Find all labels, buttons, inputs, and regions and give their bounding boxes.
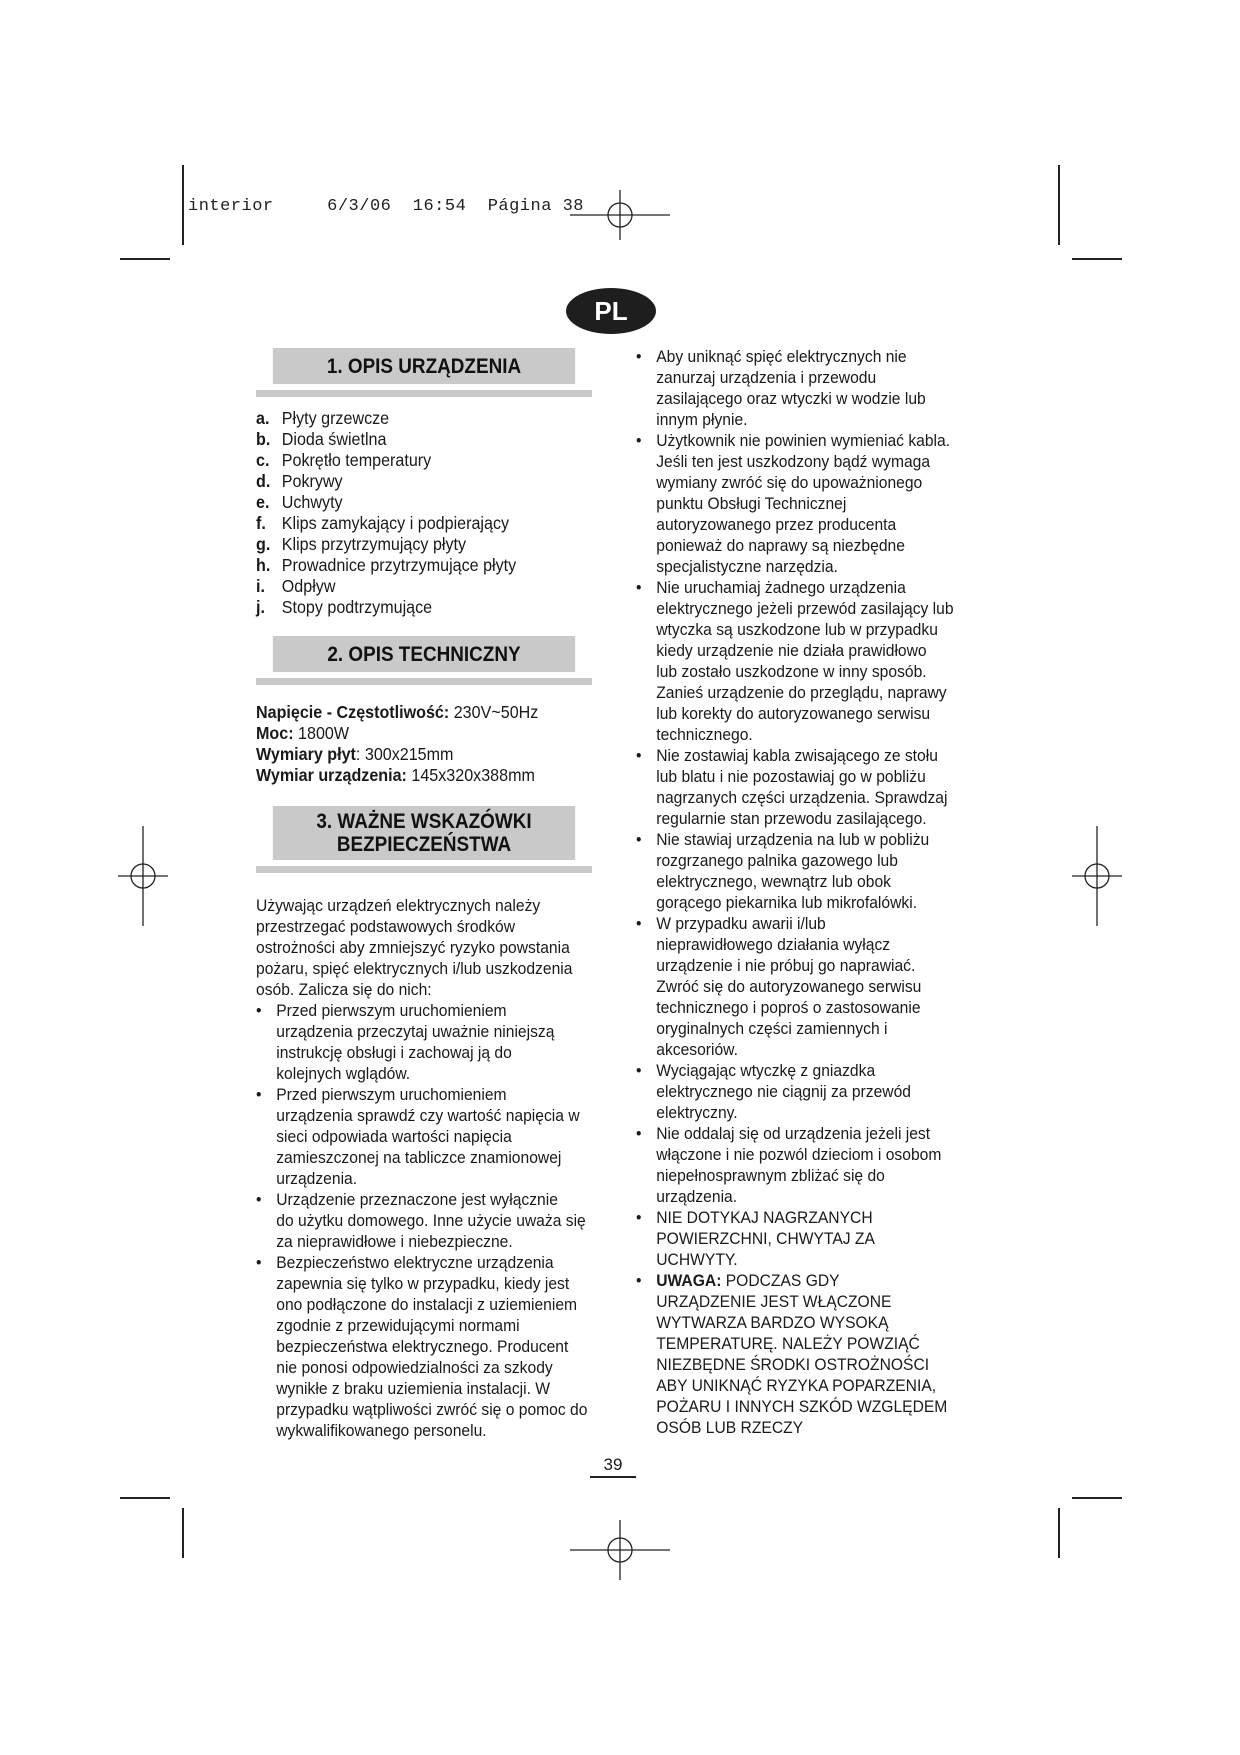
spec-power [256, 723, 606, 744]
slug-date: 6/3/06 [327, 197, 392, 216]
bullet-icon: • [636, 746, 642, 765]
warning-label: UWAGA: [656, 1271, 722, 1290]
warning-text: PODCZAS GDY URZĄDZENIE JEST WŁĄCZONE WYTWARZA BARDZO WYSOKĄ TEMPERATURĘ. NALEŻY POWZIĄĆ NIEZBĘDNE ŚRODKI OSTROŻNOŚCI ABY UNIKNĄĆ RYZYKA POPARZENIA, POŻARU I INNYCH SZKÓD WZGLĘDEM OSÓB LUB RZECZY [656, 1271, 948, 1437]
list-item [256, 597, 606, 618]
slug-page: Página 38 [487, 197, 585, 216]
list-item [256, 450, 606, 471]
item-key: g. [256, 534, 271, 554]
slug-file: interior [188, 197, 274, 216]
list-item [636, 913, 986, 1060]
bullet-text: Bezpieczeństwo elektryczne urządzenia zapewnia się tylko w przypadku, kiedy jest ono podłączone do instalacji z uziemieniem zgodnie z przewidującymi normami bezpieczeństwa elektrycznego. Producent nie ponosi odpowiedzialności za szkody wynikłe z braku uziemienia instalacji. W przypadku wątpliwości zwróć się o pomoc do wykwalifikowanego personelu. [276, 1253, 588, 1440]
item-key: a. [256, 408, 270, 428]
crop-mark [120, 258, 170, 260]
registration-mark-icon [570, 190, 670, 240]
safety-right-column [636, 346, 986, 1438]
spec-value: 230V~50Hz [449, 702, 539, 722]
item-text: Pokrętło temperatury [281, 450, 432, 470]
crop-mark [120, 1497, 170, 1499]
list-item [636, 745, 986, 829]
list-item [636, 430, 986, 577]
item-key: e. [256, 492, 270, 512]
section-rule [256, 678, 592, 685]
list-item [256, 576, 606, 597]
bullet-text: Przed pierwszym uruchomieniem urządzenia przeczytaj uważnie niniejszą instrukcję obsługi i zachowaj ją do kolejnych wglądów. [276, 1001, 555, 1083]
list-item [636, 829, 986, 913]
bullet-icon: • [256, 1253, 262, 1272]
section-title-text: 3. WAŻNE WSKAZÓWKI [316, 810, 532, 833]
list-item [636, 1207, 986, 1270]
slug-time: 16:54 [412, 197, 467, 216]
item-text: Pokrywy [281, 471, 343, 491]
spec-label: Wymiary płyt [256, 744, 356, 764]
crop-mark [1072, 1497, 1122, 1499]
bullet-icon: • [256, 1085, 262, 1104]
spec-value: 145x320x388mm [406, 765, 535, 785]
print-slug [188, 197, 584, 216]
item-text: Płyty grzewcze [281, 408, 390, 428]
crop-mark [1072, 258, 1122, 260]
bullet-icon: • [636, 1271, 642, 1290]
item-text: Prowadnice przytrzymujące płyty [281, 555, 517, 575]
crop-mark [182, 1508, 184, 1558]
parts-list [256, 408, 606, 618]
spec-value: 1800W [293, 723, 350, 743]
bullet-icon: • [636, 1061, 642, 1080]
bullet-text: Wyciągając wtyczkę z gniazdka elektrycznego nie ciągnij za przewód elektryczny. [656, 1061, 911, 1122]
list-item [256, 492, 606, 513]
item-key: h. [256, 555, 271, 575]
spec-label: Napięcie - Częstotliwość: [256, 702, 450, 722]
bullet-icon: • [636, 578, 642, 597]
bullet-text: Nie stawiaj urządzenia na lub w pobliżu rozgrzanego palnika gazowego lub elektrycznego, wewnątrz lub obok gorącego piekarnika lub mikrofalówki. [656, 830, 930, 912]
item-key: c. [256, 450, 270, 470]
list-item [256, 555, 606, 576]
bullet-icon: • [636, 1124, 642, 1143]
list-item [256, 1189, 606, 1252]
spec-value: : 300x215mm [355, 744, 454, 764]
list-item [636, 346, 986, 430]
item-key: i. [256, 576, 265, 596]
item-key: d. [256, 471, 271, 491]
bullet-icon: • [636, 914, 642, 933]
crop-mark [182, 165, 184, 245]
crop-mark [1058, 165, 1060, 245]
safety-left-column [256, 895, 606, 1441]
list-item [256, 408, 606, 429]
bullet-text: NIE DOTYKAJ NAGRZANYCH POWIERZCHNI, CHWYTAJ ZA UCHWYTY. [656, 1208, 875, 1269]
bullet-icon: • [636, 830, 642, 849]
list-item [256, 513, 606, 534]
bullet-text: Użytkownik nie powinien wymieniać kabla. Jeśli ten jest uszkodzony bądź wymaga wymiany zwróć się do upoważnionego punktu Obsługi Technicznej autoryzowanego przez producenta ponieważ do naprawy są niezbędne specjalistyczne narzędzia. [656, 431, 951, 576]
list-item [256, 1000, 606, 1084]
bullet-icon: • [256, 1001, 262, 1020]
bullet-text: Nie zostawiaj kabla zwisającego ze stołu lub blatu i nie pozostawiaj go w pobliżu nagrzanych części urządzenia. Sprawdzaj regularnie stan przewodu zasilającego. [656, 746, 948, 828]
bullet-icon: • [636, 1208, 642, 1227]
item-key: f. [256, 513, 266, 533]
item-text: Stopy podtrzymujące [281, 597, 433, 617]
item-text: Dioda świetlna [281, 429, 387, 449]
bullet-icon: • [636, 431, 642, 450]
list-item [636, 1060, 986, 1123]
section-title-text: 2. OPIS TECHNICZNY [327, 642, 521, 666]
list-item [636, 1123, 986, 1207]
list-item [256, 1084, 606, 1189]
item-key: b. [256, 429, 271, 449]
registration-mark-icon [570, 1520, 670, 1580]
bullet-text: Przed pierwszym uruchomieniem urządzenia sprawdź czy wartość napięcia w sieci odpowiada wartości napięcia zamieszczonej na tabliczce znamionowej urządzenia. [276, 1085, 580, 1188]
item-text: Odpływ [281, 576, 336, 596]
list-item [256, 534, 606, 555]
bullet-text: Nie uruchamiaj żadnego urządzenia elektrycznego jeżeli przewód zasilający lub wtyczka są uszkodzone lub w przypadku kiedy urządzenie nie działa prawidłowo lub zostało uszkodzone w inny sposób. Zanieś urządzenie do przeglądu, naprawy lub korekty do autoryzowanego serwisu technicznego. [656, 578, 954, 744]
page-number: 39 [590, 1455, 636, 1478]
bullet-icon: • [256, 1190, 262, 1209]
list-item [256, 429, 606, 450]
language-badge: PL [566, 288, 656, 334]
list-item [636, 577, 986, 745]
item-text: Uchwyty [281, 492, 343, 512]
spec-device-size [256, 765, 606, 786]
item-text: Klips zamykający i podpierający [281, 513, 510, 533]
bullet-text: Urządzenie przeznaczone jest wyłącznie do użytku domowego. Inne użycie uważa się za nieprawidłowe i niebezpieczne. [276, 1190, 586, 1251]
registration-mark-icon [1072, 826, 1122, 926]
registration-mark-icon [118, 826, 168, 926]
spec-label: Moc: [256, 723, 294, 743]
section-title-safety [273, 806, 575, 860]
list-item [256, 471, 606, 492]
section-title-technical [273, 636, 575, 672]
spec-label: Wymiar urządzenia: [256, 765, 407, 785]
bullet-icon: • [636, 347, 642, 366]
section-title-text: 1. OPIS URZĄDZENIA [326, 354, 522, 378]
section-rule [256, 866, 592, 873]
spec-voltage [256, 702, 606, 723]
list-item [256, 1252, 606, 1441]
item-text: Klips przytrzymujący płyty [281, 534, 467, 554]
item-key: j. [256, 597, 265, 617]
bullet-text: Aby uniknąć spięć elektrycznych nie zanurzaj urządzenia i przewodu zasilającego oraz wtyczki w wodzie lub innym płynie. [656, 347, 926, 429]
section-title-description [273, 348, 575, 384]
technical-specs [256, 702, 606, 786]
crop-mark [1058, 1508, 1060, 1558]
bullet-text: W przypadku awarii i/lub nieprawidłowego działania wyłącz urządzenie i nie próbuj go naprawiać. Zwróć się do autoryzowanego serwisu technicznego i poproś o zastosowanie oryginalnych części zamiennych i akcesoriów. [656, 914, 922, 1059]
warning-item [636, 1270, 986, 1438]
safety-intro: Używając urządzeń elektrycznych należy przestrzegać podstawowych środków ostrożności aby zmniejszyć ryzyko powstania pożaru, spięć elektrycznych i/lub uszkodzenia osób. Zalicza się do nich: [256, 896, 573, 999]
section-rule [256, 390, 592, 397]
spec-plate-size [256, 744, 606, 765]
section-title-text: BEZPIECZEŃSTWA [336, 833, 512, 856]
bullet-text: Nie oddalaj się od urządzenia jeżeli jest włączone i nie pozwól dzieciom i osobom niepełnosprawnym zbliżać się do urządzenia. [656, 1124, 942, 1206]
